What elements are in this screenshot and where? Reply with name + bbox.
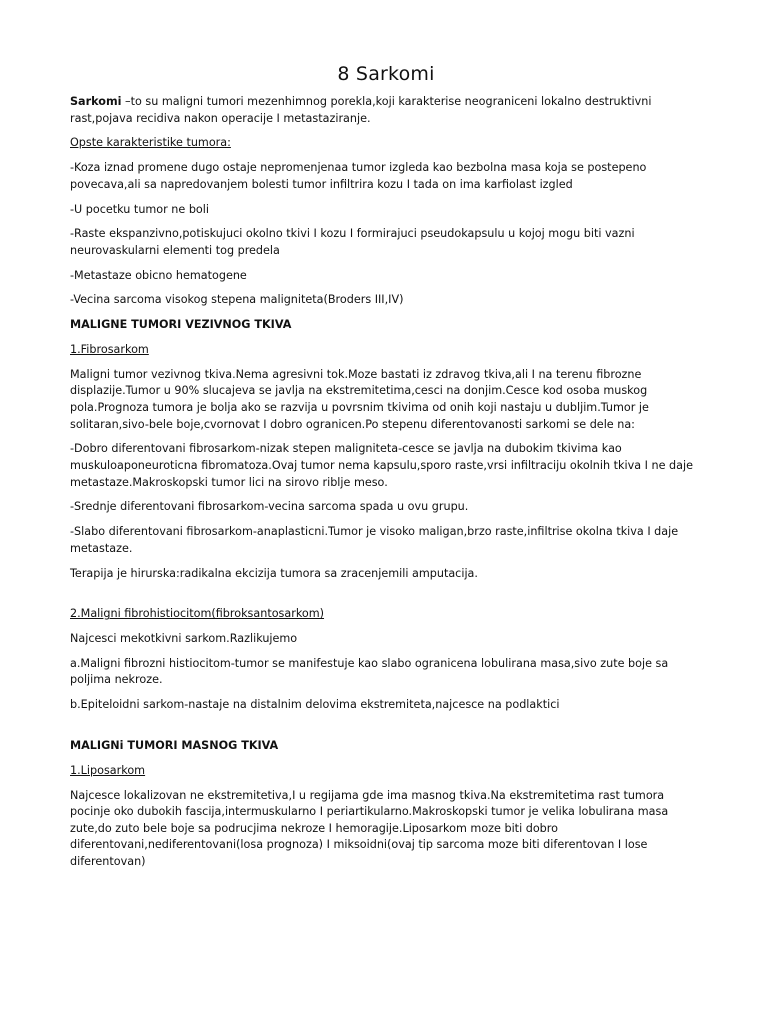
fibrohistiocitom-heading: 2.Maligni fibrohistiocitom(fibroksantosarkom) <box>70 607 325 621</box>
section-heading-fat-tissue: MALIGNi TUMORI MASNOG TKIVA <box>70 739 279 752</box>
fibrohistiocitom-paragraph: b.Epiteloidni sarkom-nastaje na distalnim delovima ekstremiteta,najcesce na podlaktici <box>70 698 560 712</box>
general-point: -Vecina sarcoma visokog stepena maligniteta(Broders III,IV) <box>70 293 404 307</box>
liposarkom-paragraph: Najcesce lokalizovan ne ekstremitetiva,I u regijama gde ima masnog tkiva.Na ekstremitetima rast tumora pocinje oko dubokih fascija,intermuskularno I periartikularno.Makroskopski tumor je velika lobulirana masa zute,do zuto bele boje sa podrucjima nekroze I hemoragije.Liposarkom moze biti dobro diferentovani,nediferentovani(losa prognoza) I miksoidni(ovaj tip sarcoma moze biti diferentovan I lose diferentovan) <box>70 788 669 868</box>
general-point: -Raste ekspanzivno,potiskujuci okolno tkivi I kozu I formirajuci pseudokapsulu u kojoj mogu biti vazni neurovaskularni elementi tog predela <box>70 227 635 257</box>
general-point: -U pocetku tumor ne boli <box>70 202 209 216</box>
intro-term: Sarkomi <box>70 95 122 108</box>
intro-text: –to su maligni tumori mezenhimnog porekla,koji karakterise neograniceni lokalno destruktivni rast,pojava recidiva nakon operacije I metastaziranje. <box>70 95 652 125</box>
general-point: -Metastaze obicno hematogene <box>70 268 247 282</box>
blank-line <box>70 590 702 606</box>
intro-paragraph <box>70 94 702 127</box>
fibrosarkom-paragraph: -Srednje diferentovani fibrosarkom-vecina sarcoma spada u ovu grupu. <box>70 500 469 514</box>
fibrosarkom-paragraph: -Dobro diferentovani fibrosarkom-nizak stepen maligniteta-cesce se javlja na dubokim tkivima kao muskuloaponeuroticna fibromatoza.Ovaj tumor nema kapsulu,sporo raste,vrsi infiltraciju okolnih tkiva I ne daje metastaze.Makroskopski tumor lici na sirovo riblje meso. <box>70 442 693 489</box>
blank-line <box>70 722 702 738</box>
general-point: -Koza iznad promene dugo ostaje nepromenjenaa tumor izgleda kao bezbolna masa koja se postepeno povecava,ali sa napredovanjem bolesti tumor infiltrira kozu I tada on ima karfiolast izgled <box>70 161 647 191</box>
section-heading-connective-tissue: MALIGNE TUMORI VEZIVNOG TKIVA <box>70 318 292 332</box>
liposarkom-heading: 1.Liposarkom <box>70 763 146 777</box>
fibrosarkom-paragraph: Terapija je hirurska:radikalna ekcizija tumora sa zracenjemili amputacija. <box>70 566 478 580</box>
page-title: 8 Sarkomi <box>337 63 435 85</box>
general-heading: Opste karakteristike tumora: <box>70 136 231 150</box>
document-body <box>70 60 702 879</box>
fibrosarkom-paragraph: -Slabo diferentovani fibrosarkom-anaplasticni.Tumor je visoko maligan,brzo raste,infiltrise okolna tkiva I daje metastaze. <box>70 525 679 555</box>
fibrosarkom-paragraph: Maligni tumor vezivnog tkiva.Nema agresivni tok.Moze bastati iz zdravog tkiva,ali I na terenu fibrozne displazije.Tumor u 90% slucajeva se javlja na ekstremitetima,cesci na donjim.Cesce kod osoba muskog pola.Prognoza tumora je bolja ako se razvija u povrsnim tkivima od onih koji nastaju u dubljim.Tumor je solitaran,sivo-bele boje,cvornovat I dobro ogranicen.Po stepenu diferentovanosti sarkomi se dele na: <box>70 367 649 431</box>
fibrohistiocitom-paragraph: a.Maligni fibrozni histiocitom-tumor se manifestuje kao slabo ogranicena lobulirana masa,sivo zute boje sa poljima nekroze. <box>70 656 669 687</box>
fibrohistiocitom-paragraph: Najcesci mekotkivni sarkom.Razlikujemo <box>70 632 298 646</box>
fibrosarkom-heading: 1.Fibrosarkom <box>70 343 149 357</box>
